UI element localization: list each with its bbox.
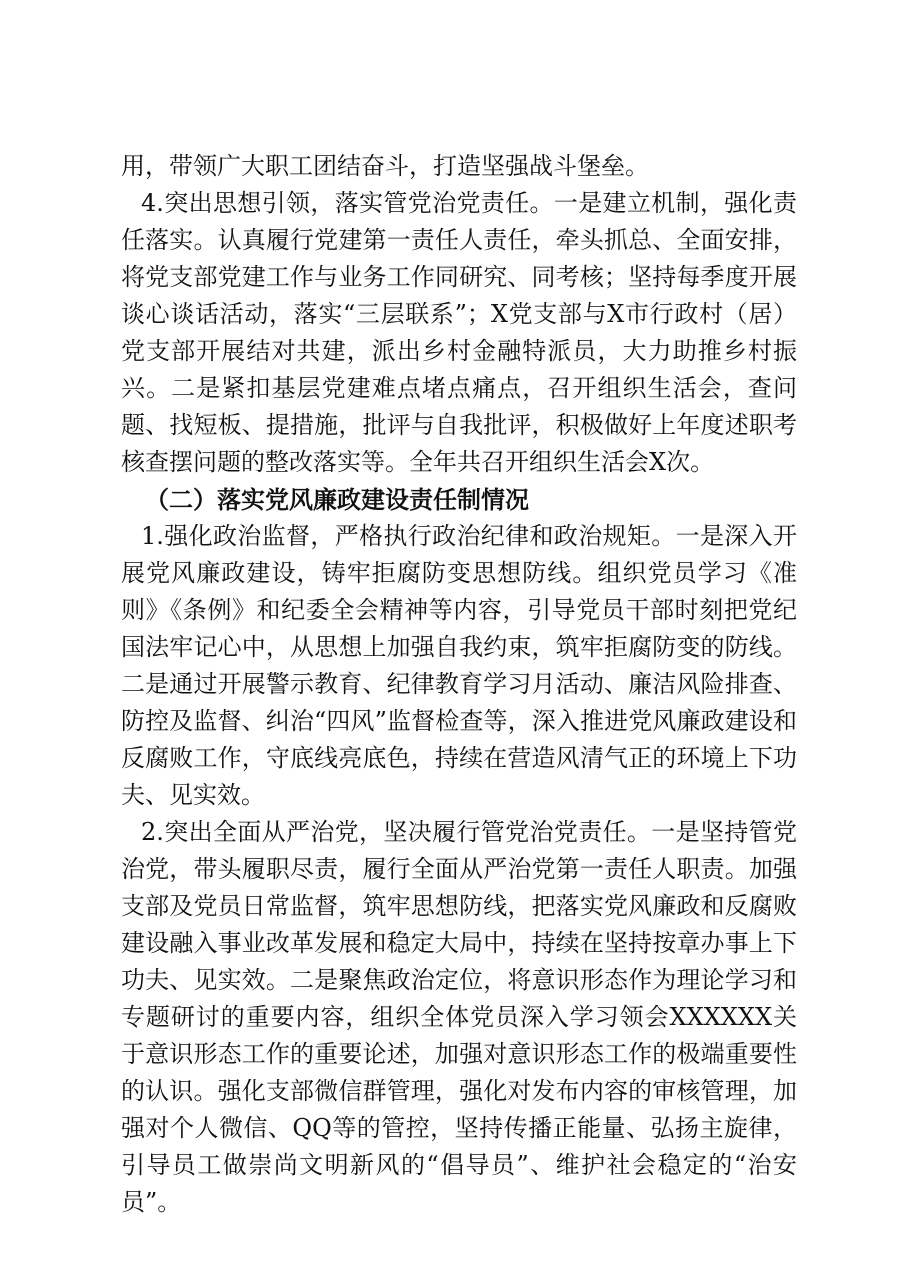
paragraph-item-1: 1.强化政治监督，严格执行政治纪律和政治规矩。一是深入开展党风廉政建设，铸牢拒腐防变思想防线。组织党员学习《准则》《条例》和纪委全会精神等内容，引导党员干部时刻把党纪国法牢记心中，从思想上加强自我约束，筑牢拒腐防变的防线。二是通过开展警示教育、纪律教育学习月活动、廉洁风险排查、防控及监督、纠治“四风”监督检查等，深入推进党风廉政建设和反腐败工作，守底线亮底色，持续在营造风清气正的环境上下功夫、见实效。 bbox=[121, 522, 797, 809]
section-heading: （二）落实党风廉政建设责任制情况 bbox=[145, 485, 529, 514]
paragraph-item-4: 4.突出思想引领，落实管党治党责任。一是建立机制，强化责任落实。认真履行党建第一责任人责任，牵头抓总、全面安排，将党支部党建工作与业务工作同研究、同考核；坚持每季度开展谈心谈话活动，落实“三层联系”；X党支部与X市行政村（居）党支部开展结对共建，派出乡村金融特派员，大力助推乡村振兴。二是紧扣基层党建难点堵点痛点，召开组织生活会，查问题、找短板、提措施，批评与自我批评，积极做好上年度述职考核查摆问题的整改落实等。全年共召开组织生活会X次。 bbox=[121, 189, 797, 476]
paragraph-continuation: 用，带领广大职工团结奋斗，打造坚强战斗堡垒。 bbox=[121, 152, 649, 180]
document-body bbox=[121, 148, 797, 1221]
paragraph-item-2: 2.突出全面从严治党，坚决履行管党治党责任。一是坚持管党治党，带头履职尽责，履行全面从严治党第一责任人职责。加强支部及党员日常监督，筑牢思想防线，把落实党风廉政和反腐败建设融入事业改革发展和稳定大局中，持续在坚持按章办事上下功夫、见实效。二是聚焦政治定位，将意识形态作为理论学习和专题研讨的重要内容，组织全体党员深入学习领会XXXXXX关于意识形态工作的重要论述，加强对意识形态工作的极端重要性的认识。强化支部微信群管理，强化对发布内容的审核管理，加强对个人微信、QQ等的管控，坚持传播正能量、弘扬主旋律，引导员工做崇尚文明新风的“倡导员”、维护社会稳定的“治安员”。 bbox=[121, 818, 797, 1216]
